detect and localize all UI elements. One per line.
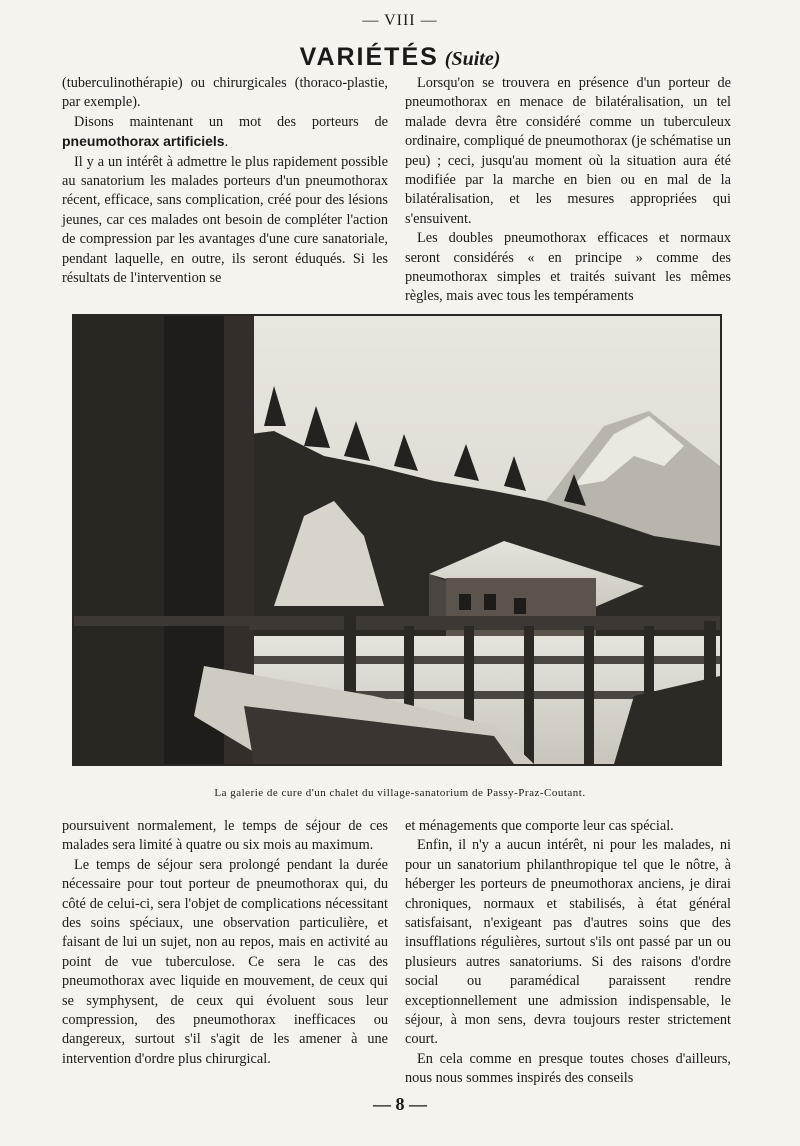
paragraph: Lorsqu'on se trouvera en présence d'un porteur de pneumothorax en menace de bilatéralisation, un tel malade devra être considéré comme un tuberculeux ordinaire, compliqué de pneumothorax (je schématise un peu) ; ceci, jusqu'au moment où la situation aura été modifiée par la marche en bien ou en mal de la bilatéralisation, et les mesures appropriées qui s'ensuivent. xyxy=(405,75,731,227)
paragraph: Le temps de séjour sera prolongé pendant la durée nécessaire pour tout porteur de pneumothorax qui, du côté de celui-ci, sera l'objet de complications nécessitant des soins spéciaux, une observation particulière, et faisant de lui un sujet, non au repos, mais en activité au point de vue tuberculose. Ce sera le cas des pneumothorax avec liquide en mouvement, de ceux qui se symphysent, de ceux qui évoluent sous leur compression, des pneumothorax inefficaces ou dangereux, surtout s'il s'agit de les amener à une intervention d'ordre plus chirurgical. xyxy=(62,856,388,1067)
photo-caption: La galerie de cure d'un chalet du village-sanatorium de Passy-Praz-Coutant. xyxy=(214,787,586,799)
bottom-left-column xyxy=(62,817,388,1069)
paragraph: En cela comme en presque toutes choses d'ailleurs, nous nous sommes inspirés des conseils xyxy=(405,1050,731,1087)
chalet-photograph xyxy=(72,314,722,766)
section-title-main: VARIÉTÉS xyxy=(299,43,439,71)
section-title-suite: (Suite) xyxy=(444,48,501,70)
paragraph: Il y a un intérêt à admettre le plus rapidement possible au sanatorium les malades porteurs d'un pneumothorax récent, efficace, sans complication, créé pour des lésions jeunes, car ces malades ont besoin de compléter l'action de compression par les avantages d'une cure sanatoriale, pendant laquelle, en outre, ils seront éduqués. Si les résultats de l'intervention se xyxy=(62,153,388,287)
chalet-photograph-image xyxy=(74,316,720,764)
top-right-column xyxy=(405,74,731,307)
bottom-right-column xyxy=(405,817,731,1089)
paragraph: (tuberculinothérapie) ou chirurgicales (thoraco-plastie, par exemple). xyxy=(62,75,388,111)
top-left-column xyxy=(62,74,388,288)
bold-term: pneumothorax artificiels xyxy=(62,133,225,150)
text-span: Disons maintenant un mot des porteurs de xyxy=(74,113,388,130)
paragraph: Enfin, il n'y a aucun intérêt, ni pour les malades, ni pour un sanatorium philanthropique tel que le nôtre, à héberger les porteurs de pneumothorax anciens, je dirai chroniques, normaux et stabilisés, à état général satisfaisant, n'exigeant pas d'autres soins que des insufflations régulières, surtout s'ils ont passé par un ou plusieurs autres sanatoriums. Si des raisons d'ordre social ou paramédical paraissent rendre exceptionnellement une admission indispensable, le séjour, à mon sens, devra toujours rester strictement court. xyxy=(405,837,731,1048)
paragraph: poursuivent normalement, le temps de séjour de ces malades sera limité à quatre ou six mois au maximum. xyxy=(62,818,388,854)
text-span: . xyxy=(224,134,229,151)
section-title xyxy=(0,42,800,74)
paragraph xyxy=(62,113,388,153)
paragraph: et ménagements que comporte leur cas spécial. xyxy=(405,818,674,834)
page-number: — 8 — xyxy=(373,1094,427,1114)
page-roman-numeral: — VIII — xyxy=(362,12,438,29)
paragraph: Les doubles pneumothorax efficaces et normaux seront considérés « en principe » comme des pneumothorax simples et traités suivant les mêmes règles, mais avec tous les tempéraments xyxy=(405,230,731,305)
